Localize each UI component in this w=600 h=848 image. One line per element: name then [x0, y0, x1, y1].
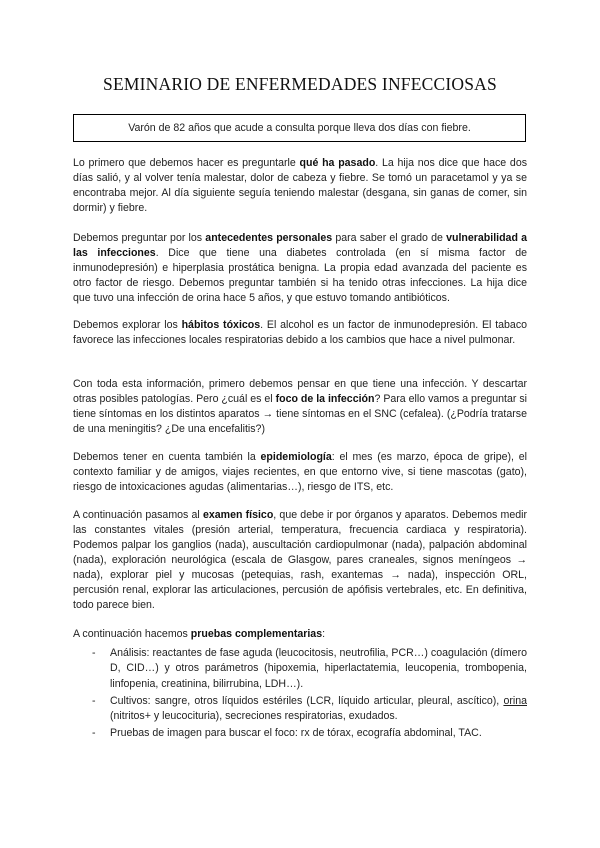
list-item-imaging: Pruebas de imagen para buscar el foco: rx de tórax, ecografía abdominal, TAC.: [110, 727, 482, 740]
p2-text-c: para saber el grado de: [332, 232, 447, 244]
p2-bold-2: vulnerabilidad a las infecciones: [73, 232, 527, 259]
document-title: SEMINARIO DE ENFERMEDADES INFECCIOSAS: [103, 74, 497, 94]
tests-list: [92, 646, 527, 744]
p5-bold: epidemiología: [260, 451, 332, 463]
p3-bold: hábitos tóxicos: [181, 319, 261, 331]
paragraph-complementary-tests: [73, 627, 527, 642]
p2-text-a: Debemos preguntar por los: [73, 232, 206, 244]
p1-text-c: . La hija nos dice que hace dos días salió, y al volver tenía malestar, dolor de cabeza y fiebre. Se tomó un paracetamol y ya se encontraba mejor. Al día siguiente seguía teniendo malestar (desgana, sin ganas de comer, sin dormir) y fiebre.: [73, 157, 528, 214]
p6-text-c: , que debe ir por órganos y aparatos. Debemos medir las constantes vitales (presión arterial, temperatura, frecuencia cardiaca y respiratoria). Podemos palpar los ganglios (nada), auscultación cardiopulmonar (nada), palpación abdominal (nada), exploración neurológica (escala de Glasgow, pares craneales, signos meníngeos → nada), explorar piel y mucosas (petequias, rash, exantemas → nada), inspección ORL, percusión renal, explorar las articulaciones, percusión de apófisis vertebrales, etc. En definitiva, todo parece bien.: [73, 509, 527, 611]
list-item-cultures-a: Cultivos: sangre, otros líquidos estériles (LCR, líquido articular, pleural, ascítico),: [110, 694, 504, 707]
list-item-cultures-b: (nitritos+ y leucocituria), secreciones respiratorias, exudados.: [110, 710, 398, 723]
paragraph-epidemiology: [73, 450, 527, 495]
p3-text-a: Debemos explorar los: [73, 319, 182, 331]
p1-text-a: Lo primero que debemos hacer es preguntarle: [73, 157, 300, 169]
bullet-dash: -: [92, 647, 96, 659]
paragraph-physical-exam: [73, 508, 527, 613]
p6-text-a: A continuación pasamos al: [73, 509, 203, 521]
p5-text-c: : el mes (es marzo, época de gripe), el contexto familiar y de amigos, viajes recientes, en que entorno vive, si tiene mascotas (gato), riesgo de intoxicaciones agudas (alimentarias…), riesgo de ITS, etc.: [73, 451, 527, 493]
list-item: [92, 694, 527, 725]
p2-text-e: . Dice que tiene una diabetes controlada (en sí misma factor de inmunodepresión) e hiperplasia prostática benigna. La propia edad avanzada del paciente es otro factor de riesgo. Debemos preguntar también si ha tenido otras infecciones. La hija dice que tuvo una infección de orina hace 5 años, y que estuvo tomando antibióticos.: [73, 247, 527, 304]
list-item: [92, 726, 527, 741]
list-item-cultures-underlined: orina: [503, 694, 527, 707]
p7-text-a: A continuación hacemos: [73, 628, 191, 640]
list-item-analysis: Análisis: reactantes de fase aguda (leucocitosis, neutrofilia, PCR…) coagulación (dímero D, CID…) y otros parámetros (hipoxemia, hiperlactatemia, leucopenia, trombopenia, linfopenia, creatinina, bilirrubina, LDH…).: [110, 647, 527, 690]
paragraph-what-happened: [73, 156, 527, 216]
case-statement-box: Varón de 82 años que acude a consulta porque lleva dos días con fiebre.: [73, 114, 526, 142]
bullet-dash: -: [92, 694, 96, 707]
paragraph-toxic-habits: [73, 318, 527, 348]
p4-bold: foco de la infección: [275, 393, 375, 405]
paragraph-personal-history: [73, 231, 527, 306]
p2-bold-1: antecedentes personales: [205, 232, 333, 244]
p7-text-c: :: [322, 628, 326, 640]
p3-text-c: . El alcohol es un factor de inmunodepresión. El tabaco favorece las infecciones locales respiratorias debido a los cambios que hace a nivel pulmonar.: [73, 319, 528, 346]
paragraph-infection-focus: [73, 377, 527, 437]
p4-text-a: Con toda esta información, primero debemos pensar en que tiene una infección. Y descartar otras posibles patologías. Pero ¿cuál es el: [73, 378, 527, 405]
p4-text-c: ? Para ello vamos a preguntar si tiene síntomas en los distintos aparatos → tiene síntomas en el SNC (cefalea). (¿Podría tratarse de una meningitis? ¿De una encefalitis?): [73, 393, 527, 435]
list-item: [92, 646, 527, 692]
p7-bold: pruebas complementarias: [190, 628, 323, 640]
bullet-dash: -: [92, 727, 96, 740]
p1-bold: qué ha pasado: [299, 157, 376, 169]
p6-bold: examen físico: [202, 509, 274, 521]
p5-text-a: Debemos tener en cuenta también la: [73, 451, 261, 463]
